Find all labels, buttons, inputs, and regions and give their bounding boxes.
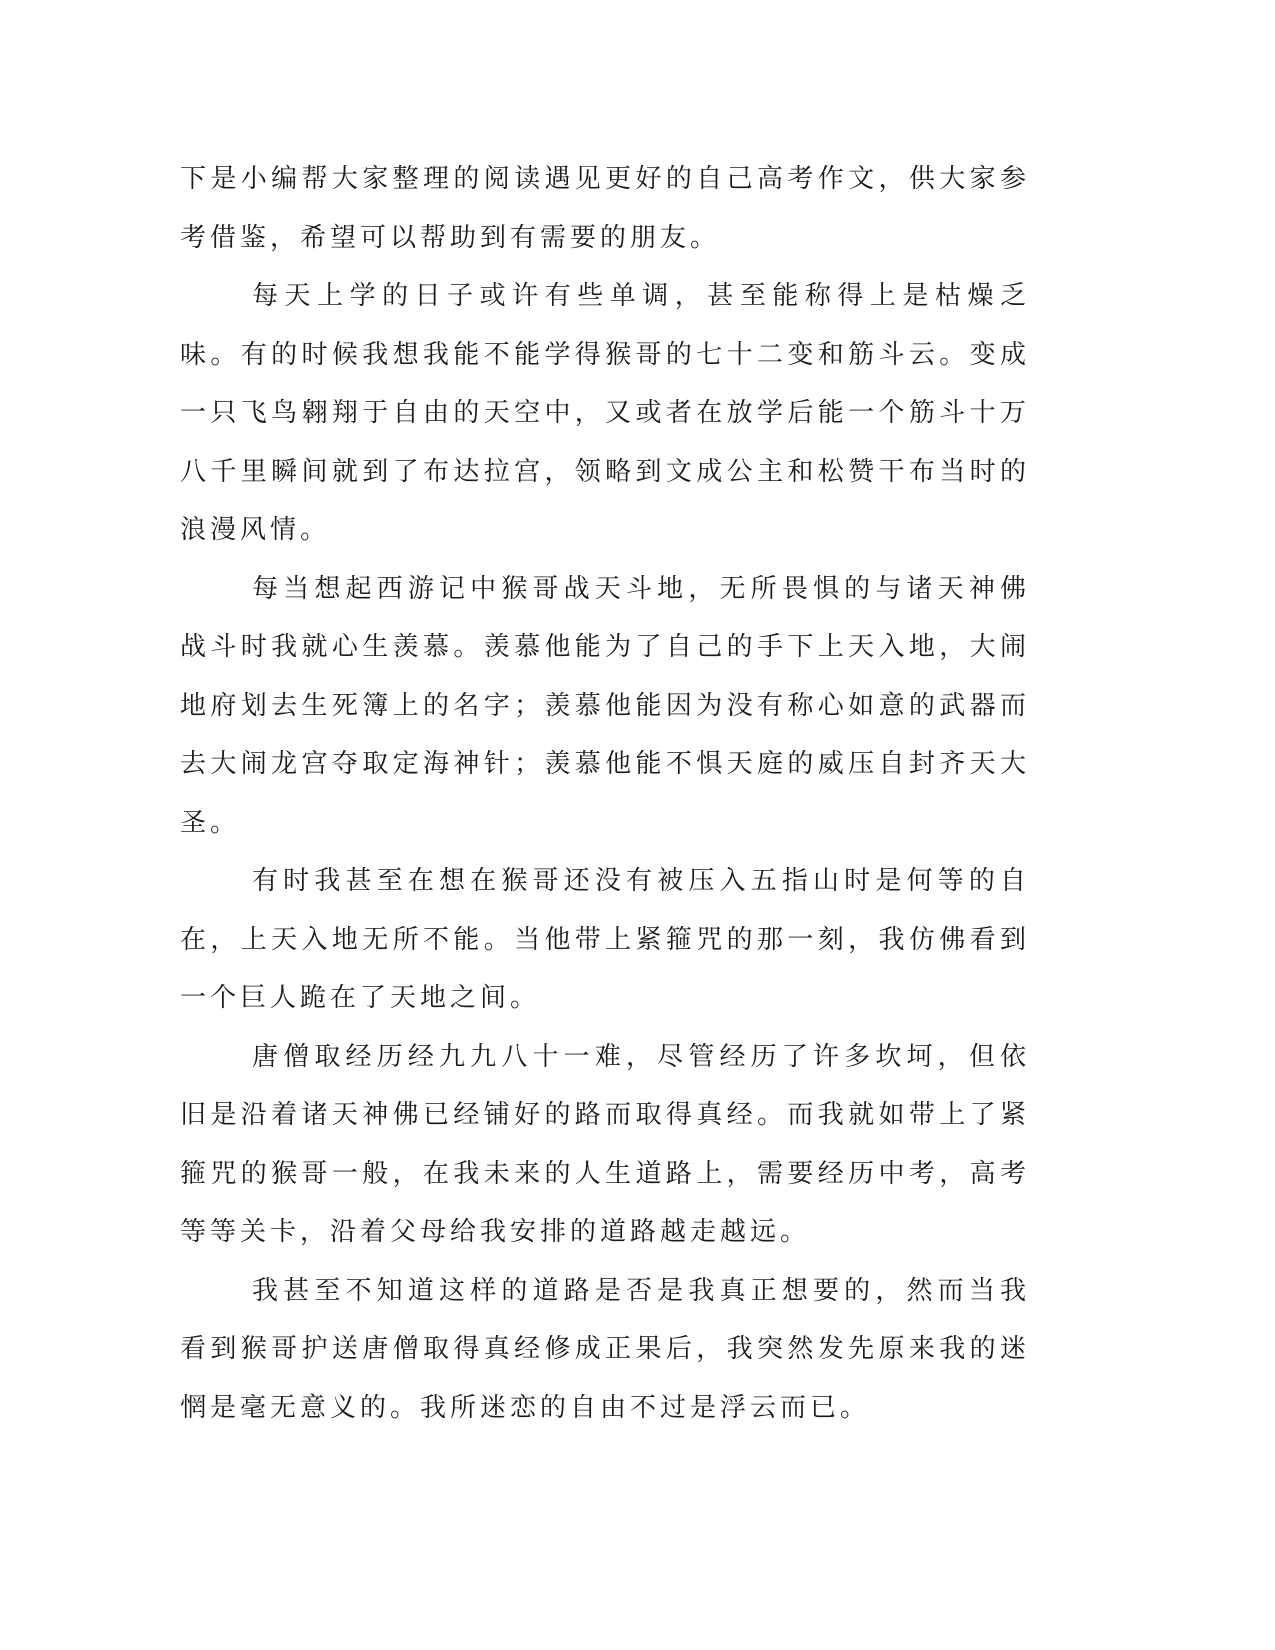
paragraph-3: 每当想起西游记中猴哥战天斗地，无所畏惧的与诸天神佛战斗时我就心生羡慕。羡慕他能为了自己的手下上天入地，大闹地府划去生死簿上的名字；羡慕他能因为没有称心如意的武器而去大闹龙宫夺取定海神针；羡慕他能不惧天庭的威压自封齐天大圣。 — [180, 573, 1030, 838]
paragraph-6: 我甚至不知道这样的道路是否是我真正想要的，然而当我看到猴哥护送唐僧取得真经修成正果后，我突然发先原来我的迷惘是毫无意义的。我所迷恋的自由不过是浮云而已。 — [180, 1275, 1030, 1423]
paragraph-5: 唐僧取经历经九九八十一难，尽管经历了许多坎坷，但依旧是沿着诸天神佛已经铺好的路而取得真经。而我就如带上了紧箍咒的猴哥一般，在我未来的人生道路上，需要经历中考，高考等等关卡，沿着父母给我安排的道路越走越远。 — [180, 1041, 1030, 1247]
paragraph-4: 有时我甚至在想在猴哥还没有被压入五指山时是何等的自在，上天入地无所不能。当他带上紧箍咒的那一刻，我仿佛看到一个巨人跪在了天地之间。 — [180, 866, 1030, 1013]
essay-body — [180, 150, 1030, 1437]
paragraph-intro: 下是小编帮大家整理的阅读遇见更好的自己高考作文，供大家参考借鉴，希望可以帮助到有需要的朋友。 — [180, 164, 1030, 253]
paragraph-2: 每天上学的日子或许有些单调，甚至能称得上是枯燥乏味。有的时候我想我能不能学得猴哥的七十二变和筋斗云。变成一只飞鸟翱翔于自由的天空中，又或者在放学后能一个筋斗十万八千里瞬间就到了布达拉宫，领略到文成公主和松赞干布当时的浪漫风情。 — [180, 281, 1030, 545]
